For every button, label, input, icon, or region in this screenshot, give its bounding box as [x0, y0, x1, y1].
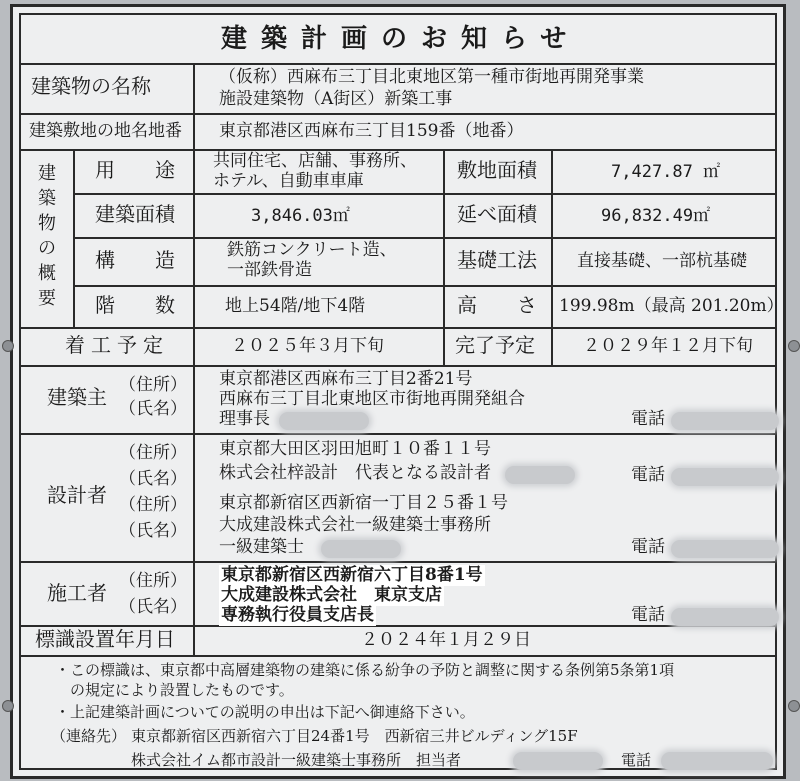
rule — [21, 63, 775, 65]
rule — [21, 327, 775, 329]
designer-name-label-1: （氏名） — [119, 469, 187, 489]
redacted-name — [279, 412, 369, 430]
building-area-label: 建築面積 — [95, 202, 175, 226]
mounting-screw — [788, 340, 800, 352]
designer-address-2: 東京都新宿区西新宿一丁目２５番１号 — [219, 493, 508, 513]
overview-label-char: 概 — [38, 263, 56, 284]
floor-area-value: 96,832.49㎡ — [601, 206, 711, 226]
mounting-screw — [2, 700, 14, 712]
site-address-value: 東京都港区西麻布三丁目159番（地番） — [219, 121, 524, 141]
redacted-phone — [671, 608, 779, 626]
sign-date-value: ２０２４年１月２９日 — [361, 630, 531, 650]
structure-value-2: 一部鉄骨造 — [227, 260, 312, 280]
redacted-phone — [661, 752, 773, 770]
floors-label: 階 数 — [95, 293, 175, 317]
note-line-2: の規定により設置したものです。 — [55, 681, 294, 699]
rule — [193, 625, 195, 655]
note-line-3: ・上記建築計画についての説明の申出は下記へ御連絡下さい。 — [55, 703, 475, 721]
rule — [551, 149, 553, 365]
overview-label-char: の — [38, 238, 56, 259]
contact-company: 株式会社イム都市設計一級建築士事務所 担当者 — [131, 751, 462, 769]
height-value: 199.98m（最高 201.20m） — [559, 296, 784, 316]
overview-label-char: 要 — [38, 288, 56, 309]
building-name-value-2: 施設建築物（A街区）新築工事 — [219, 89, 453, 109]
mounting-screw — [2, 340, 14, 352]
rule — [443, 149, 445, 365]
contractor-address: 東京都新宿区西新宿六丁目8番1号 — [221, 565, 483, 585]
rule — [21, 113, 775, 115]
redacted-name — [505, 466, 575, 484]
owner-name-2: 理事長 — [219, 409, 270, 429]
site-area-label: 敷地面積 — [457, 158, 537, 182]
owner-address-label: （住所） — [119, 375, 187, 395]
use-value-2: ホテル、自動車車庫 — [213, 171, 364, 191]
contact-label: （連絡先） — [51, 727, 127, 745]
foundation-label: 基礎工法 — [457, 248, 537, 272]
mounting-screw — [788, 700, 800, 712]
rule — [21, 365, 775, 367]
owner-name-1: 西麻布三丁目北東地区市街地再開発組合 — [219, 389, 525, 409]
overview-label — [35, 161, 59, 311]
site-address-label: 建築敷地の地名地番 — [29, 121, 182, 141]
end-value: ２０２９年１２月下旬 — [583, 336, 753, 356]
use-value-1: 共同住宅、店舗、事務所、 — [213, 151, 417, 171]
designer-label: 設計者 — [47, 483, 107, 507]
structure-value-1: 鉄筋コンクリート造、 — [227, 240, 397, 260]
owner-name-label: （氏名） — [119, 399, 187, 419]
contact-address: 東京都新宿区西新宿六丁目24番1号 西新宿三井ビルディング15F — [131, 727, 578, 745]
note-line-1: ・この標識は、東京都中高層建築物の建築に係る紛争の予防と調整に関する条例第5条第1項 — [55, 661, 675, 679]
designer-name-1: 株式会社梓設計 代表となる設計者 — [219, 463, 491, 483]
rule — [193, 365, 195, 655]
contractor-address-label: （住所） — [119, 571, 187, 591]
structure-label: 構 造 — [95, 248, 175, 272]
contractor-name-2: 専務執行役員支店長 — [221, 605, 374, 625]
rule — [21, 561, 775, 563]
start-value: ２０２５年３月下旬 — [231, 336, 384, 356]
floors-value: 地上54階/地下4階 — [225, 296, 366, 316]
designer-address-label-1: （住所） — [119, 443, 187, 463]
floor-area-label: 延べ面積 — [457, 202, 537, 226]
rule — [73, 149, 75, 327]
rule — [193, 63, 195, 149]
site-area-value: 7,427.87 ㎡ — [611, 162, 721, 182]
foundation-value: 直接基礎、一部杭基礎 — [577, 251, 747, 271]
sign-date-label: 標識設置年月日 — [35, 627, 175, 651]
rule — [21, 433, 775, 435]
contractor-label: 施工者 — [47, 581, 107, 605]
overview-label-char: 建 — [38, 163, 56, 184]
designer-address-1: 東京都大田区羽田旭町１０番１１号 — [219, 439, 491, 459]
use-label: 用 途 — [95, 158, 175, 182]
designer-name-2b: 一級建築士 — [219, 537, 304, 557]
redacted-phone — [671, 468, 779, 486]
owner-phone-label: 電話 — [631, 409, 665, 429]
contractor-name-label: （氏名） — [119, 597, 187, 617]
contractor-phone-label: 電話 — [631, 605, 665, 625]
designer-name-2a: 大成建設株式会社一級建築士事務所 — [219, 515, 491, 535]
contractor-name-1: 大成建設株式会社 東京支店 — [221, 585, 442, 605]
overview-label-char: 築 — [38, 188, 56, 209]
redacted-phone — [671, 412, 779, 430]
rule — [193, 149, 195, 327]
rule — [73, 237, 775, 239]
contact-phone-label: 電話 — [621, 751, 652, 769]
owner-address: 東京都港区西麻布三丁目2番21号 — [219, 369, 473, 389]
designer-phone-label-1: 電話 — [631, 465, 665, 485]
redacted-name — [513, 752, 603, 770]
designer-name-label-2: （氏名） — [119, 521, 187, 541]
overview-label-char: 物 — [38, 213, 56, 234]
notice-table — [19, 13, 784, 770]
redacted-name — [321, 540, 401, 558]
start-label: 着工予定 — [65, 333, 169, 357]
end-label: 完了予定 — [455, 333, 535, 357]
redacted-phone — [671, 540, 779, 558]
building-area-value: 3,846.03㎡ — [251, 206, 350, 226]
notice-board — [10, 4, 786, 779]
rule — [73, 285, 775, 287]
rule — [21, 655, 775, 657]
rule — [193, 327, 195, 365]
designer-phone-label-2: 電話 — [631, 537, 665, 557]
building-name-label: 建築物の名称 — [31, 74, 151, 98]
building-name-value-1: （仮称）西麻布三丁目北東地区第一種市街地再開発事業 — [219, 67, 644, 87]
notice-title: 建築計画のお知らせ — [221, 24, 581, 54]
owner-label: 建築主 — [47, 385, 107, 409]
designer-address-label-2: （住所） — [119, 495, 187, 515]
height-label: 高 さ — [457, 293, 537, 317]
rule — [73, 193, 775, 195]
